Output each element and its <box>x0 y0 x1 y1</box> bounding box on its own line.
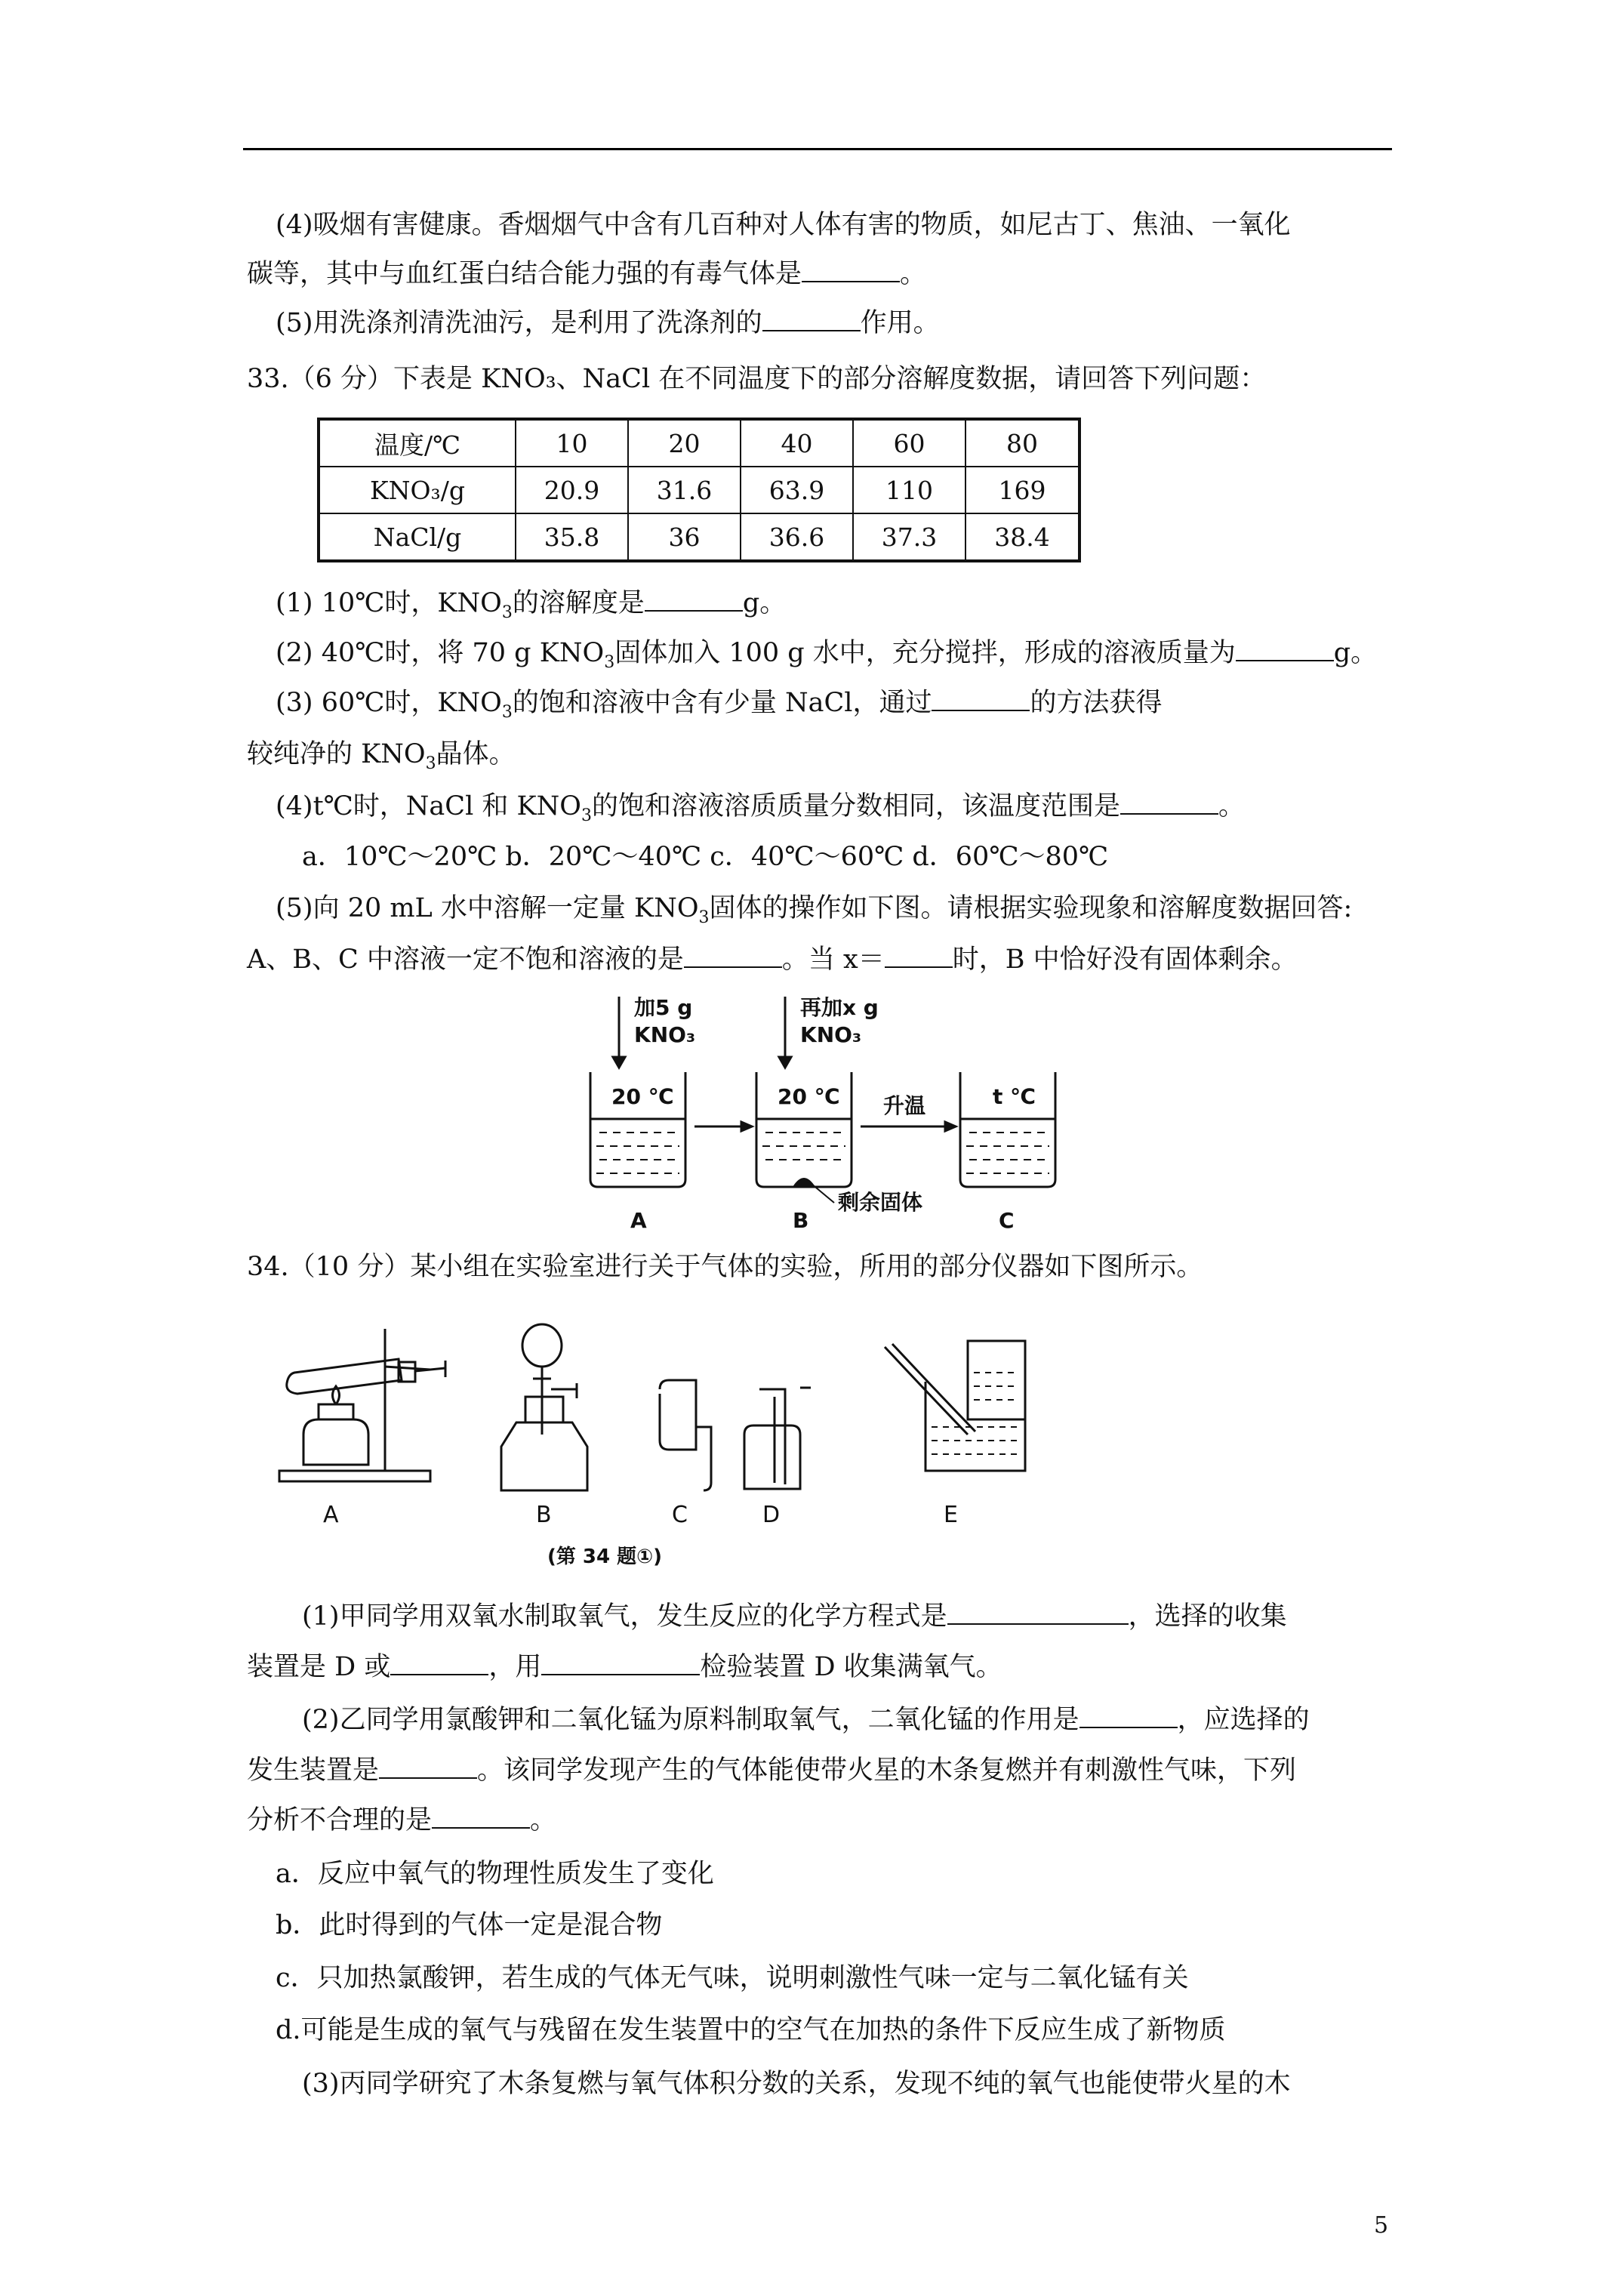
add-label-1: 加5 g <box>634 995 693 1020</box>
beaker-c-label: C <box>999 1208 1015 1233</box>
answer-blank[interactable] <box>379 1755 477 1779</box>
answer-blank[interactable] <box>802 258 900 282</box>
answer-blank[interactable] <box>390 1651 488 1675</box>
q34-3: (3)丙同学研究了木条复燃与氧气体积分数的关系，发现不纯的氧气也能使带火星的木 <box>302 2069 1291 2099</box>
q34-2-cont: 发生装置是 。该同学发现产生的气体能使带火星的木条复燃并有刺激性气味，下列 <box>247 1755 1297 1786</box>
q33-1: (1) 10℃时，$KNO_3$的溶解度是 g。 <box>276 588 787 622</box>
table-row <box>319 419 1079 467</box>
q34-option-c: c．只加热氯酸钾，若生成的气体无气味，说明刺激性气味一定与二氧化锰有关 <box>276 1963 1189 1993</box>
add-label-1-formula: KNO₃ <box>634 1022 696 1047</box>
q33-5-cont: A、B、C 中溶液一定不饱和溶液的是 。当 x＝ 时，B 中恰好没有固体剩余。 <box>247 945 1298 975</box>
answer-blank[interactable] <box>645 587 743 612</box>
q33-stem: 33.（6 分）下表是 KNO₃、NaCl 在不同温度下的部分溶解度数据，请回答下列问题： <box>247 364 1267 394</box>
apparatus-c-label: C <box>672 1502 688 1528</box>
beaker-a-temp: 20 ℃ <box>611 1084 674 1109</box>
heat-label: 升温 <box>883 1093 926 1118</box>
table-cell: 60 <box>853 419 965 467</box>
q34-2: (2)乙同学用氯酸钾和二氧化锰为原料制取氧气，二氧化锰的作用是 ，应选择的 <box>302 1705 1310 1735</box>
table-cell: 31.6 <box>628 467 741 513</box>
q33-4: (4)t℃时，NaCl 和 $KNO_3$的饱和溶液溶质质量分数相同，该温度范围是 。 <box>276 791 1246 825</box>
answer-blank[interactable] <box>684 944 782 968</box>
beaker-c-temp: t ℃ <box>993 1084 1036 1109</box>
table-cell: 38.4 <box>965 513 1079 561</box>
answer-blank[interactable] <box>885 944 953 968</box>
q33-3: (3) 60℃时，$KNO_3$的饱和溶液中含有少量 NaCl，通过 的方法获得 <box>276 688 1163 722</box>
table-cell: KNO₃/g <box>319 467 516 513</box>
q34-1-cont: 装置是 D 或 ，用 检验装置 D 收集满氧气。 <box>247 1652 1002 1682</box>
q32-4-line2: 碳等，其中与血红蛋白结合能力强的有毒气体是 。 <box>247 259 927 289</box>
table-cell: NaCl/g <box>319 513 516 561</box>
apparatus-d-label: D <box>762 1502 781 1528</box>
table-cell: 110 <box>853 467 965 513</box>
answer-blank[interactable] <box>1236 637 1334 661</box>
beaker-a-label: A <box>630 1208 647 1233</box>
table-cell: 20 <box>628 419 741 467</box>
table-cell: 40 <box>741 419 853 467</box>
table-cell: 36.6 <box>741 513 853 561</box>
table-row <box>319 467 1079 513</box>
figure-caption: (第 34 题①) <box>547 1546 663 1568</box>
apparatus-b-label: B <box>536 1502 552 1528</box>
table-cell: 169 <box>965 467 1079 513</box>
beaker-b-label: B <box>793 1208 809 1233</box>
q34-option-b: b．此时得到的气体一定是混合物 <box>276 1910 663 1940</box>
answer-blank[interactable] <box>1079 1704 1178 1728</box>
table-cell: 温度/℃ <box>319 419 516 467</box>
table-row <box>319 513 1079 561</box>
q32-4-line1: (4)吸烟有害健康。香烟烟气中含有几百种对人体有害的物质，如尼古丁、焦油、一氧化 <box>276 210 1291 240</box>
table-cell: 63.9 <box>741 467 853 513</box>
solubility-table <box>317 418 1081 562</box>
q34-option-d: d.可能是生成的氧气与残留在发生装置中的空气在加热的条件下反应生成了新物质 <box>276 2015 1226 2045</box>
beaker-figure <box>574 989 1102 1238</box>
q32-5-line: (5)用洗涤剂清洗油污，是利用了洗涤剂的 作用。 <box>276 308 940 338</box>
table-cell: 35.8 <box>516 513 628 561</box>
q33-2: (2) 40℃时，将 70 g $KNO_3$固体加入 100 g 水中，充分搅拌，形成的溶液质量为 g。 <box>276 638 1378 672</box>
q34-stem: 34.（10 分）某小组在实验室进行关于气体的实验，所用的部分仪器如下图所示。 <box>247 1252 1203 1282</box>
apparatus-a-label: A <box>323 1502 339 1528</box>
page-number: 5 <box>1374 2212 1389 2239</box>
apparatus-figure <box>264 1314 1132 1570</box>
answer-blank[interactable] <box>947 1601 1129 1625</box>
q33-4-options: a．10℃～20℃ b．20℃～40℃ c．40℃～60℃ d．60℃～80℃ <box>302 842 1109 872</box>
table-cell: 20.9 <box>516 467 628 513</box>
q33-3-cont: 较纯净的 $KNO_3$晶体。 <box>247 739 516 773</box>
apparatus-e-label: E <box>944 1502 958 1528</box>
q34-option-a: a．反应中氧气的物理性质发生了变化 <box>276 1859 714 1889</box>
answer-blank[interactable] <box>1120 791 1218 815</box>
answer-blank[interactable] <box>762 307 861 331</box>
header-rule <box>243 148 1392 150</box>
answer-blank[interactable] <box>932 687 1030 711</box>
add-label-2-formula: KNO₃ <box>800 1022 862 1047</box>
add-label-2: 再加x g <box>800 995 879 1020</box>
table-cell: 10 <box>516 419 628 467</box>
answer-blank[interactable] <box>432 1804 530 1829</box>
beaker-b-temp: 20 ℃ <box>778 1084 840 1109</box>
table-cell: 37.3 <box>853 513 965 561</box>
residue-solid <box>793 1178 815 1187</box>
q33-5: (5)向 20 mL 水中溶解一定量 $KNO_3$固体的操作如下图。请根据实验现象和溶解度数据回答: <box>276 893 1353 927</box>
residue-label: 剩余固体 <box>838 1190 923 1215</box>
answer-blank[interactable] <box>541 1651 700 1675</box>
q34-1: (1)甲同学用双氧水制取氧气，发生反应的化学方程式是 ，选择的收集 <box>302 1601 1287 1632</box>
table-cell: 36 <box>628 513 741 561</box>
stand-base <box>279 1471 430 1481</box>
q34-2-cont2: 分析不合理的是 。 <box>247 1805 557 1835</box>
table-cell: 80 <box>965 419 1079 467</box>
